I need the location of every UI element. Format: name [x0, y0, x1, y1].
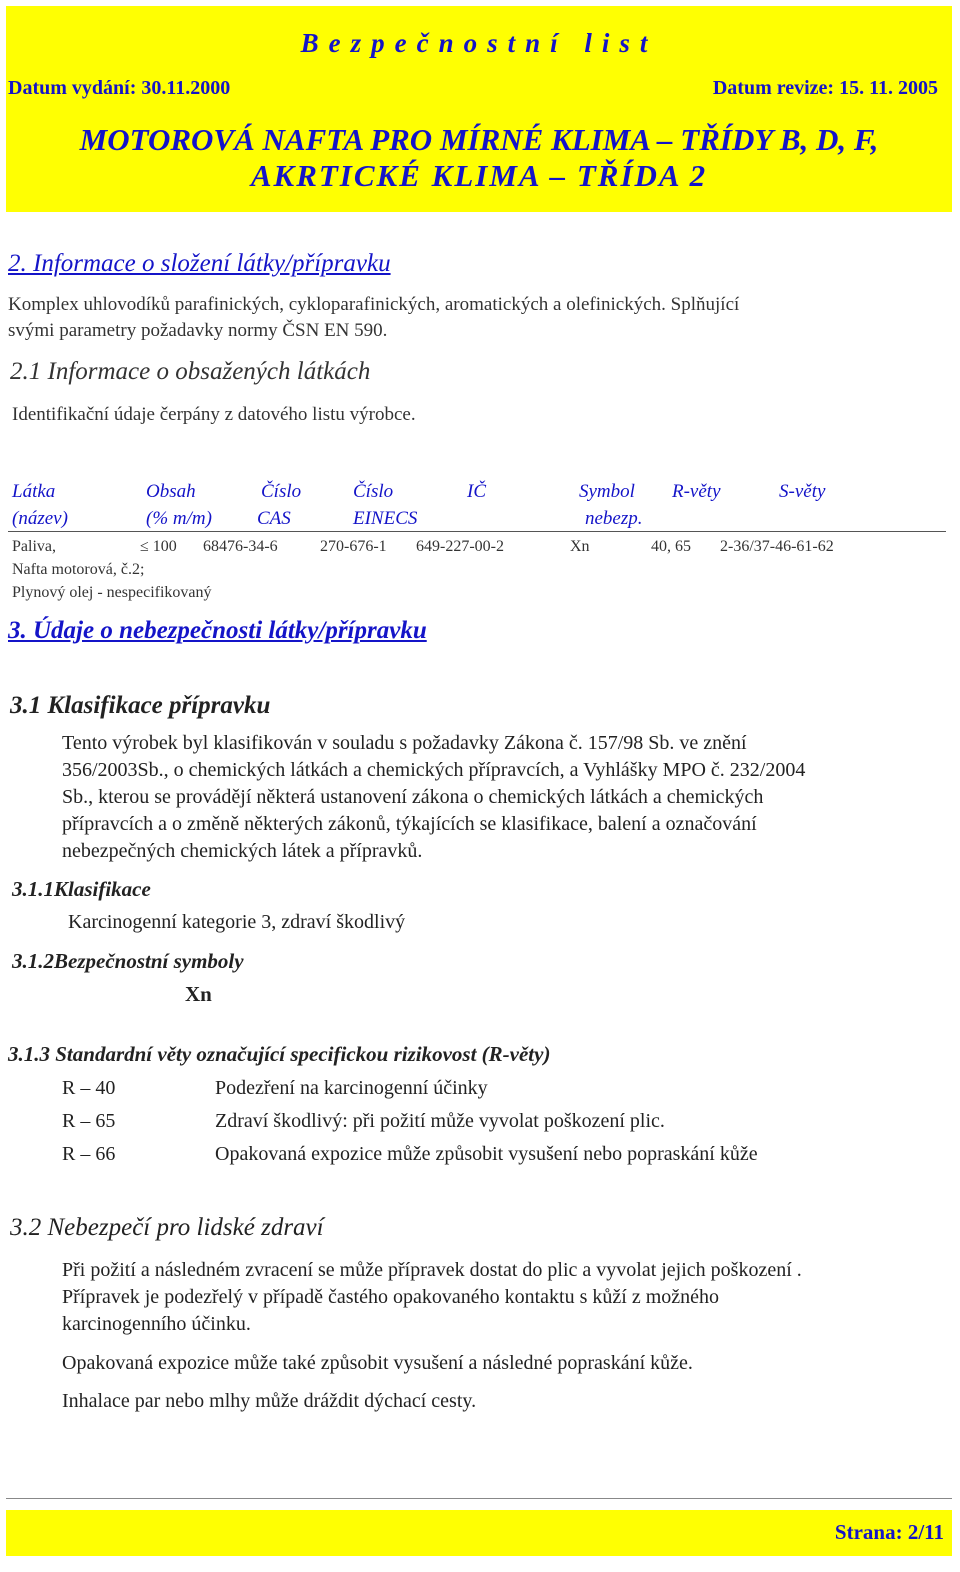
table-header: (% m/m): [146, 508, 212, 529]
table-cell-ic: 649-227-00-2: [416, 538, 504, 555]
footer-divider: [6, 1498, 952, 1499]
table-header: Číslo: [353, 481, 394, 502]
section-2-heading: 2. Informace o složení látky/přípravku: [8, 250, 391, 277]
table-header: Obsah: [146, 481, 196, 502]
section-3-1-2-heading: 3.1.2Bezpečnostní symboly: [12, 949, 244, 973]
hazard-symbol: Xn: [185, 982, 212, 1006]
health-hazard-paragraph: Inhalace par nebo mlhy může dráždit dýchací cesty.: [62, 1390, 477, 1412]
text-line: Při požití a následném zvracení se může přípravek dostat do plic a vyvolat jejich poškození .: [62, 1259, 802, 1281]
text-line: 356/2003Sb., o chemických látkách a chemických přípravcích, a Vyhlášky MPO č. 232/2004: [62, 759, 806, 781]
r-phrase-code: R – 66: [62, 1143, 116, 1165]
table-header-divider: [8, 531, 946, 532]
section-3-1-heading: 3.1 Klasifikace přípravku: [10, 692, 271, 719]
table-cell-name: Paliva,: [12, 538, 56, 555]
table-cell-cas: 68476-34-6: [203, 538, 278, 555]
section-2-1-text: Identifikační údaje čerpány z datového listu výrobce.: [12, 404, 416, 425]
section-3-1-text: [62, 730, 946, 865]
table-header: Číslo: [261, 481, 302, 502]
r-phrase-text: Zdraví škodlivý: při požití může vyvolat poškození plic.: [215, 1110, 665, 1132]
section-2-1-heading: 2.1 Informace o obsažených látkách: [10, 358, 371, 385]
product-name-line1: MOTOROVÁ NAFTA PRO MÍRNÉ KLIMA – TŘÍDY B, D, F,: [79, 122, 879, 157]
section-3-heading: 3. Údaje o nebezpečnosti látky/přípravku: [8, 617, 427, 644]
table-header: CAS: [257, 508, 291, 529]
section-2-intro-line2: svými parametry požadavky normy ČSN EN 590.: [8, 320, 388, 341]
section-3-1-1-heading: 3.1.1Klasifikace: [12, 877, 151, 901]
table-header: (název): [12, 508, 68, 529]
text-line: karcinogenního účinku.: [62, 1313, 251, 1335]
text-line: přípravcích a o změně některých zákonů, týkajících se klasifikace, balení a označování: [62, 813, 757, 835]
text-line: Přípravek je podezřelý v případě častého opakovaného kontaktu s kůží z možného: [62, 1286, 720, 1308]
table-header: Látka: [12, 481, 56, 502]
table-header: S-věty: [779, 481, 826, 502]
section-3-2-heading: 3.2 Nebezpečí pro lidské zdraví: [10, 1214, 324, 1241]
table-cell-content: ≤ 100: [140, 538, 177, 555]
r-phrase-text: Opakovaná expozice může způsobit vysušení nebo popraskání kůže: [215, 1143, 758, 1165]
r-phrase-text: Podezření na karcinogenní účinky: [215, 1077, 488, 1099]
section-2-intro-line1: Komplex uhlovodíků parafinických, cykloparafinických, aromatických a olefinických. Splňující: [8, 294, 740, 315]
health-hazard-paragraph: Opakovaná expozice může také způsobit vysušení a následné popraskání kůže.: [62, 1352, 693, 1374]
section-3-1-3-heading: 3.1.3 Standardní věty označující specifickou rizikovost (R-věty): [8, 1042, 551, 1066]
table-cell-symbol: Xn: [570, 538, 590, 555]
document-header: [6, 6, 952, 212]
issue-date: Datum vydání: 30.11.2000: [8, 77, 231, 99]
document-title: Bezpečnostní list: [300, 28, 658, 58]
table-header: Symbol: [579, 481, 635, 502]
r-phrase-code: R – 40: [62, 1077, 116, 1099]
health-hazard-paragraph: [62, 1257, 802, 1338]
text-line: Tento výrobek byl klasifikován v souladu s požadavky Zákona č. 157/98 Sb. ve znění: [62, 732, 747, 754]
text-line: Sb., kterou se provádějí některá ustanovení zákona o chemických látkách a chemických: [62, 786, 764, 808]
table-cell-name: Plynový olej - nespecifikovaný: [12, 584, 212, 601]
table-cell-name: Nafta motorová, č.2;: [12, 561, 145, 578]
table-header: EINECS: [353, 508, 418, 529]
r-phrase-code: R – 65: [62, 1110, 116, 1132]
page-footer: [6, 1510, 952, 1556]
table-cell-r-phrases: 40, 65: [651, 538, 691, 555]
text-line: nebezpečných chemických látek a přípravků.: [62, 840, 423, 862]
classification-text: Karcinogenní kategorie 3, zdraví škodlivý: [68, 911, 406, 933]
revision-date: Datum revize: 15. 11. 2005: [712, 77, 938, 99]
table-header: nebezp.: [585, 508, 643, 529]
product-name-line2: AKRTICKÉ KLIMA – TŘÍDA 2: [250, 158, 708, 193]
page-number: Strana: 2/11: [834, 1520, 944, 1544]
table-cell-einecs: 270-676-1: [320, 538, 387, 555]
table-header: R-věty: [672, 481, 721, 502]
table-cell-s-phrases: 2-36/37-46-61-62: [720, 538, 834, 555]
table-header: IČ: [467, 481, 486, 502]
